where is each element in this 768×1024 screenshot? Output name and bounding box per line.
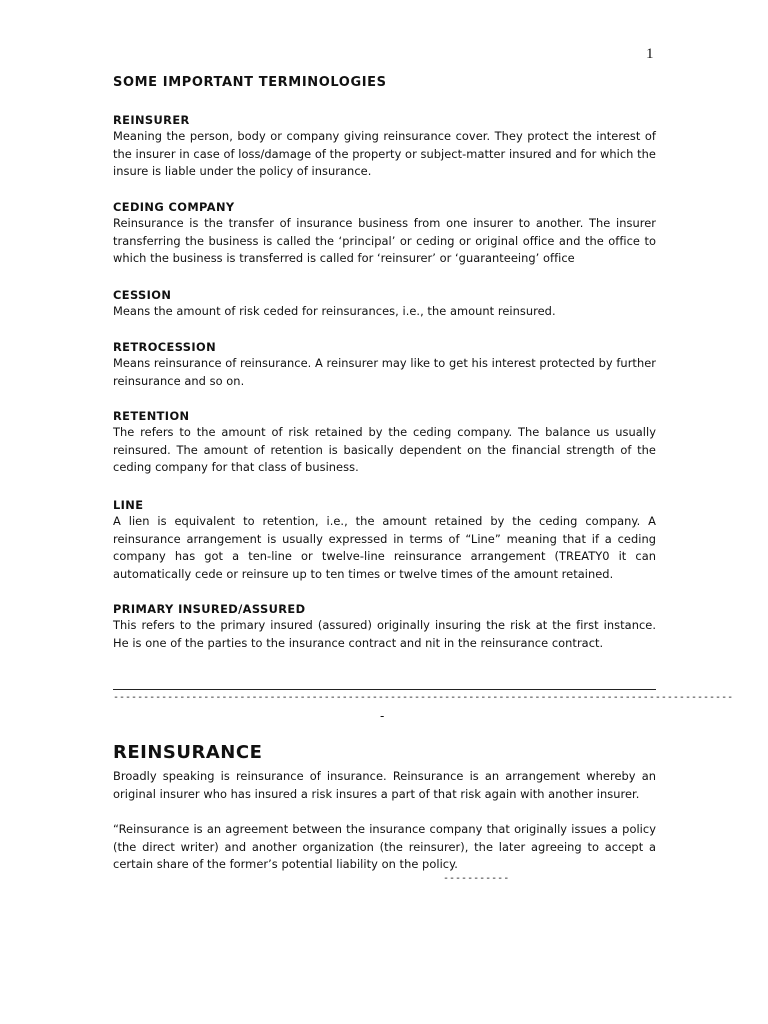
term-definition: Reinsurance is the transfer of insurance business from one insurer to another. The insurer transferring the business is called the ‘principal’ or ceding or original office and the office to which the business is transferred is called for ‘reinsurer’ or ‘guaranteeing’ office [113,216,656,266]
paragraph-quote [113,821,656,874]
paragraph-text: Broadly speaking is reinsurance of insurance. Reinsurance is an arrangement whereby an original insurer who has insured a risk insures a part of that risk again with another insurer. [113,769,656,801]
paragraph-text: “Reinsurance is an agreement between the insurance company that originally issues a policy (the direct writer) and another organization (the reinsurer), the later agreeing to accept a certain share of the former’s potential liability on the policy. [113,822,656,872]
term-definition: This refers to the primary insured (assured) originally insuring the risk at the first instance. He is one of the parties to the insurance contract and nit in the reinsurance contract. [113,618,656,650]
term-section-ceding-company [113,199,656,268]
horizontal-rule [113,689,656,690]
term-section-reinsurer [113,112,656,181]
page-number: 1 [646,46,654,62]
term-definition: Means reinsurance of reinsurance. A reinsurer may like to get his interest protected by further reinsurance and so on. [113,356,656,388]
term-section-primary-insured [113,601,656,652]
dashed-divider: ------------------------------------------------------------------------------------------------------- [113,692,734,703]
document-title: SOME IMPORTANT TERMINOLOGIES [113,75,387,90]
term-heading: RETENTION [113,409,190,423]
paragraph-definition [113,768,656,803]
section-heading: REINSURANCE [113,742,263,763]
term-heading: LINE [113,498,144,512]
term-heading: CEDING COMPANY [113,200,235,214]
term-definition: A lien is equivalent to retention, i.e., the amount retained by the ceding company. A reinsurance arrangement is usually expressed in terms of “Line” meaning that if a ceding company has got a ten-line or twelve-line reinsurance arrangement (TREATY0 it can automatically cede or reinsure up to ten times or twelve times of the amount retained. [113,514,656,581]
term-heading: RETROCESSION [113,340,217,354]
term-section-cession [113,287,656,321]
term-definition: Meaning the person, body or company giving reinsurance cover. They protect the interest of the insurer in case of loss/damage of the property or subject-matter insured and for which the insure is liable under the policy of insurance. [113,129,656,179]
end-dashes: ----------- [443,873,510,884]
term-section-retention [113,408,656,477]
term-section-line [113,497,656,583]
term-section-retrocession [113,339,656,390]
center-dash: - [380,709,385,723]
term-definition: Means the amount of risk ceded for reinsurances, i.e., the amount reinsured. [113,304,556,318]
term-heading: REINSURER [113,113,190,127]
term-heading: CESSION [113,288,172,302]
term-definition: The refers to the amount of risk retained by the ceding company. The balance us usually reinsured. The amount of retention is basically dependent on the financial strength of the ceding company for that class of business. [113,425,656,475]
term-heading: PRIMARY INSURED/ASSURED [113,602,306,616]
